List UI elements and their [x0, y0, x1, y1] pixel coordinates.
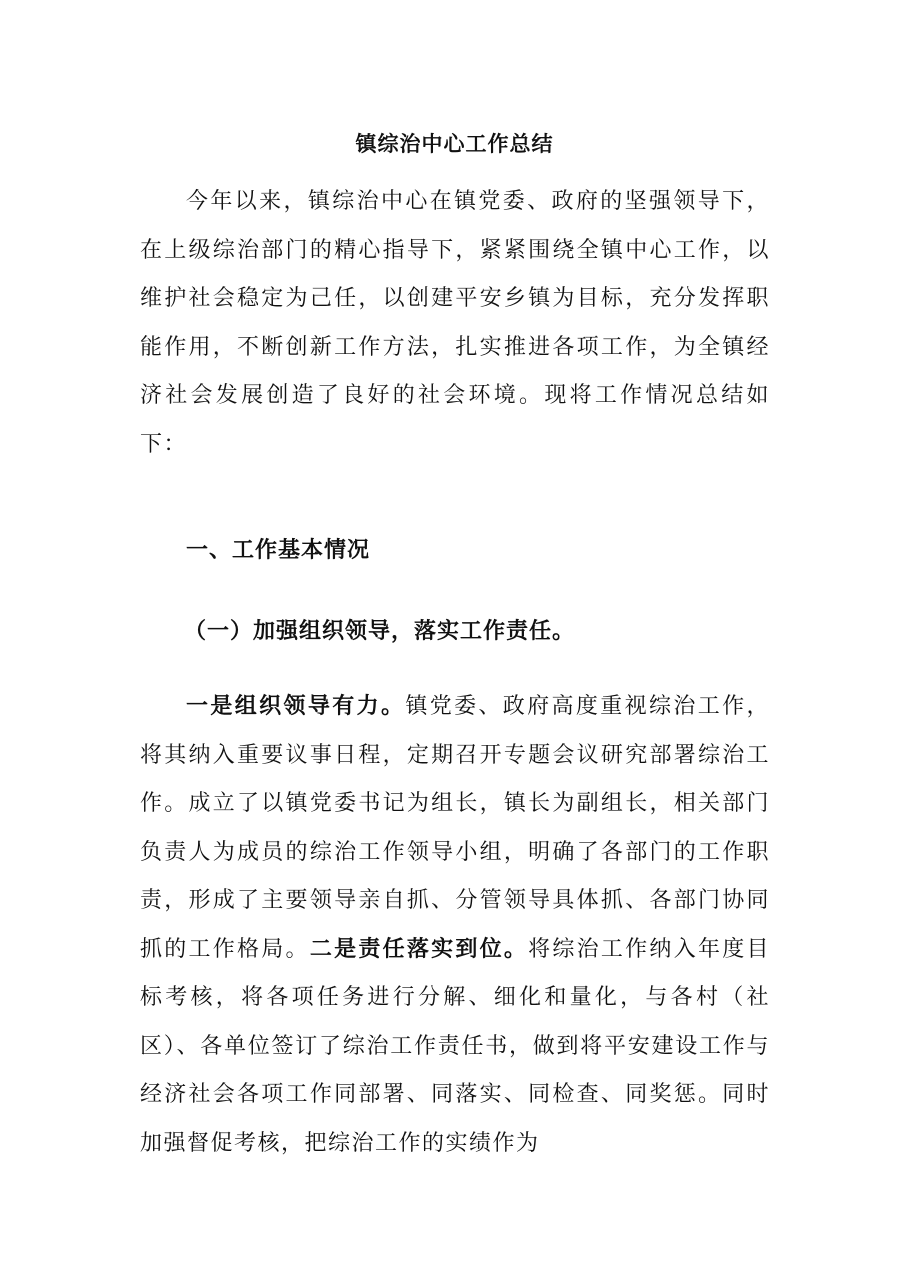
- document-title: 镇综治中心工作总结: [355, 132, 554, 156]
- subsection-heading: （一）加强组织领导，落实工作责任。: [184, 619, 576, 644]
- section-heading: 一、工作基本情况: [186, 538, 371, 563]
- body-text-1: 镇党委、政府高度重视综治工作，将其纳入重要议事日程，定期召开专题会议研究部署综治工作。成立了以镇党委书记为组长，镇长为副组长，相关部门负责人为成员的综治工作领导小组，明确了各部门的工作职责，形成了主要领导亲自抓、分管领导具体抓、各部门协同抓的工作格局。: [140, 694, 770, 962]
- body-text-2: 将综治工作纳入年度目标考核，将各项任务进行分解、细化和量化，与各村（社区）、各单位签订了综治工作责任书，做到将平安建设工作与经济社会各项工作同部署、同落实、同检查、同奖惩。同时加强督促考核，把综治工作的实绩作为: [140, 936, 770, 1156]
- lead-phrase-1: 一是组织领导有力。: [186, 694, 406, 719]
- body-paragraph: [140, 683, 770, 1168]
- lead-phrase-2: 二是责任落实到位。: [309, 936, 529, 962]
- intro-paragraph: 今年以来，镇综治中心在镇党委、政府的坚强领导下，在上级综治部门的精心指导下，紧紧围绕全镇中心工作，以维护社会稳定为己任，以创建平安乡镇为目标，充分发挥职能作用，不断创新工作方法，扎实推进各项工作，为全镇经济社会发展创造了良好的社会环境。现将工作情况总结如下：: [140, 189, 770, 457]
